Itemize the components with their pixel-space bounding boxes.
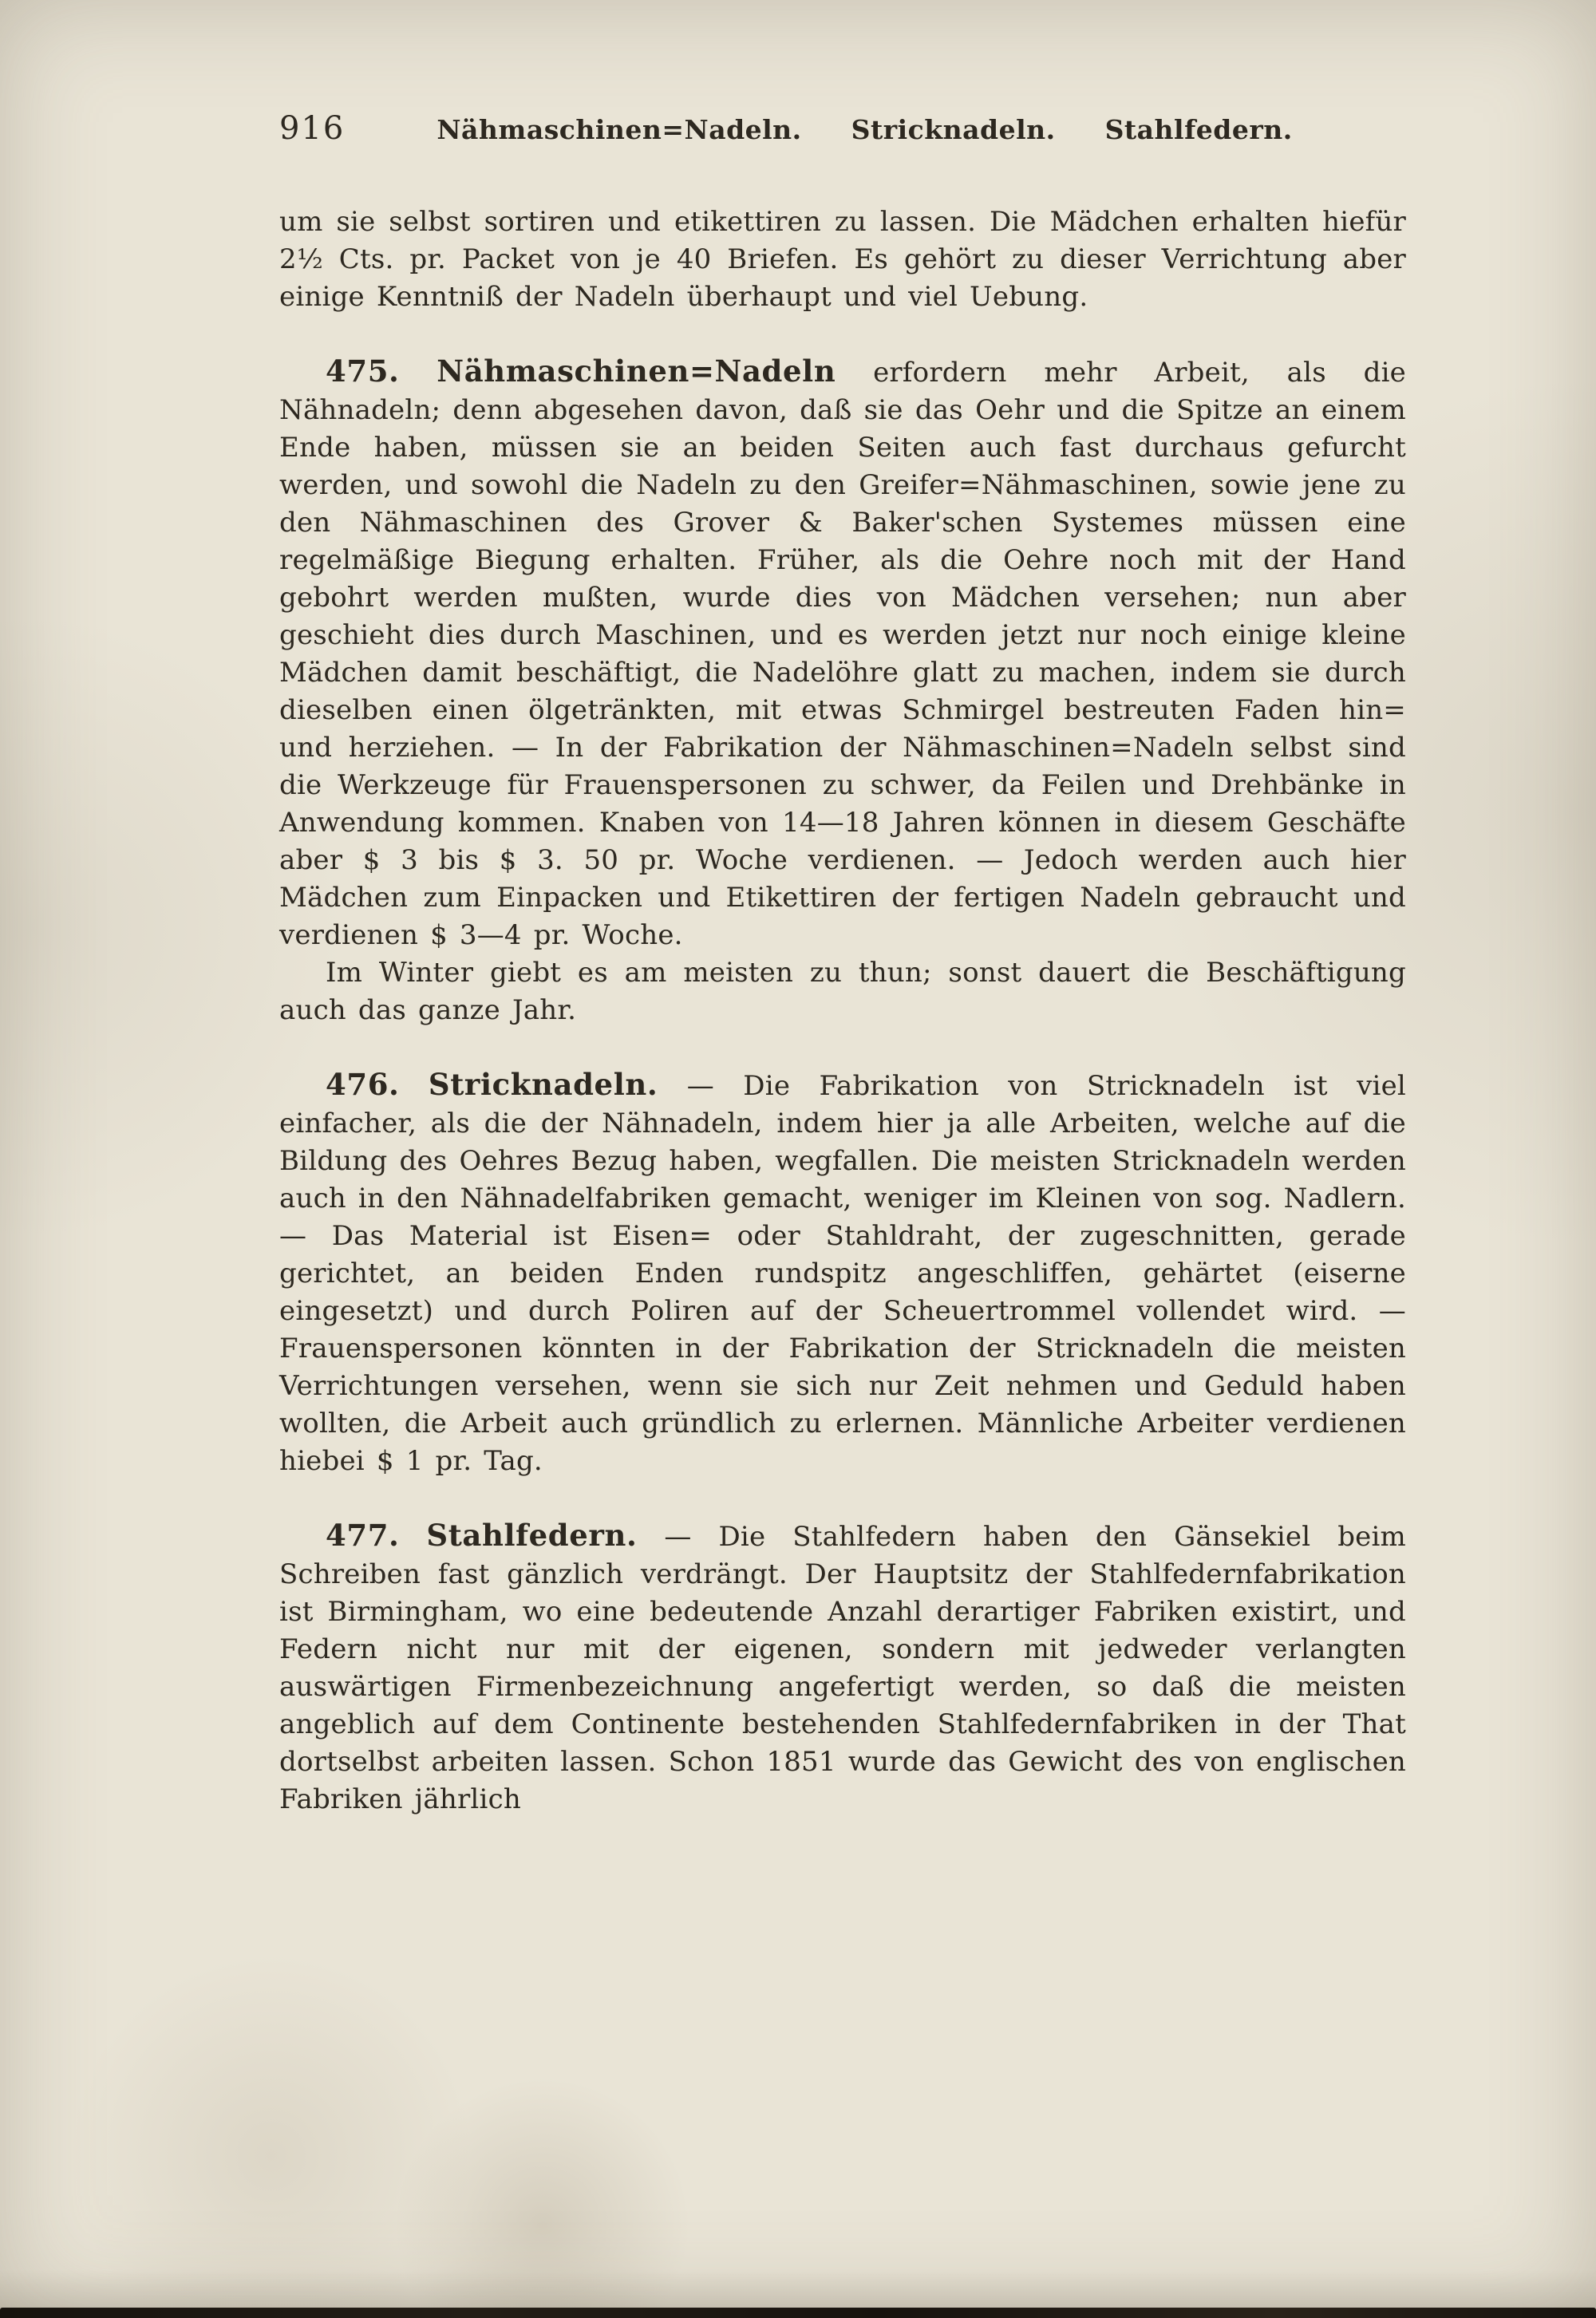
section-475 bbox=[279, 353, 1406, 954]
text-block bbox=[279, 203, 1406, 1818]
page-bottom-edge bbox=[0, 2308, 1596, 2318]
section-477-number: 477. bbox=[326, 1518, 400, 1553]
page-number: 916 bbox=[279, 110, 346, 147]
running-header bbox=[437, 114, 1292, 145]
running-header-item: Stahlfedern. bbox=[1104, 114, 1293, 145]
section-475-number: 475. bbox=[326, 353, 400, 389]
paragraph-winter: Im Winter giebt es am meisten zu thun; sonst dauert die Beschäftigung auch das ganze Jahr. bbox=[279, 957, 1406, 1026]
section-477-text: — Die Stahlfedern haben den Gänsekiel beim Schreiben fast gänzlich verdrängt. Der Hauptsitz der Stahlfedernfabrikation ist Birmingham, wo eine bedeutende Anzahl derartiger Fabriken existirt, und Federn nicht nur mit der eigenen, sondern mit jedweder verlangten auswärtigen Firmenbezeichnung angefertigt werden, so daß die meisten angeblich auf dem Continente bestehenden Stahlfedernfabriken in der That dortselbst arbeiten lassen. Schon 1851 wurde das Gewicht des von englischen Fabriken jährlich bbox=[279, 1521, 1406, 1815]
page-header bbox=[279, 110, 1404, 147]
section-477 bbox=[279, 1517, 1406, 1818]
section-475-title: Nähmaschinen=Nadeln bbox=[437, 353, 836, 389]
section-476-title: Stricknadeln. bbox=[428, 1067, 658, 1102]
section-475-text: erfordern mehr Arbeit, als die Nähnadeln; denn abgesehen davon, daß sie das Oehr und die Spitze an einem Ende haben, müssen sie an beiden Seiten auch fast durchaus gefurcht werden, und sowohl die Nadeln zu den Greifer=Nähmaschinen, sowie jene zu den Nähmaschinen des Grover & Baker'schen Systemes müssen eine regelmäßige Biegung erhalten. Früher, als die Oehre noch mit der Hand gebohrt werden mußten, wurde dies von Mädchen versehen; nun aber geschieht dies durch Maschinen, und es werden jetzt nur noch einige kleine Mädchen damit beschäftigt, die Nadelöhre glatt zu machen, indem sie durch dieselben einen ölgetränkten, mit etwas Schmirgel bestreuten Faden hin= und herziehen. — In der Fabrikation der Nähmaschinen=Nadeln selbst sind die Werkzeuge für Frauenspersonen zu schwer, da Feilen und Drehbänke in Anwendung kommen. Knaben von 14—18 Jahren können in diesem Geschäfte aber $ 3 bis $ 3. 50 pr. Woche verdienen. — Jedoch werden auch hier Mädchen zum Einpacken und Etikettiren der fertigen Nadeln gebraucht und verdienen $ 3—4 pr. Woche. bbox=[279, 357, 1406, 951]
paragraph-continuation: um sie selbst sortiren und etikettiren zu lassen. Die Mädchen erhalten hiefür 2½ Cts. pr. Packet von je 40 Briefen. Es gehört zu dieser Verrichtung aber einige Kenntniß der Nadeln überhaupt und viel Uebung. bbox=[279, 206, 1406, 313]
section-476-number: 476. bbox=[326, 1067, 400, 1102]
running-header-item: Nähmaschinen=Nadeln. bbox=[437, 114, 802, 145]
section-476 bbox=[279, 1066, 1406, 1480]
section-477-title: Stahlfedern. bbox=[426, 1518, 638, 1553]
section-476-text: — Die Fabrikation von Stricknadeln ist viel einfacher, als die der Nähnadeln, indem hier ja alle Arbeiten, welche auf die Bildung des Oehres Bezug haben, wegfallen. Die meisten Stricknadeln werden auch in den Nähnadelfabriken gemacht, weniger im Kleinen von sog. Nadlern. — Das Material ist Eisen= oder Stahldraht, der zugeschnitten, gerade gerichtet, an beiden Enden rundspitz angeschliffen, gehärtet (eiserne eingesetzt) und durch Poliren auf der Scheuertrommel vollendet wird. — Frauenspersonen könnten in der Fabrikation der Stricknadeln die meisten Verrichtungen versehen, wenn sie sich nur Zeit nehmen und Geduld haben wollten, die Arbeit auch gründlich zu erlernen. Männliche Arbeiter verdienen hiebei $ 1 pr. Tag. bbox=[279, 1070, 1406, 1477]
running-header-item: Stricknadeln. bbox=[851, 114, 1056, 145]
